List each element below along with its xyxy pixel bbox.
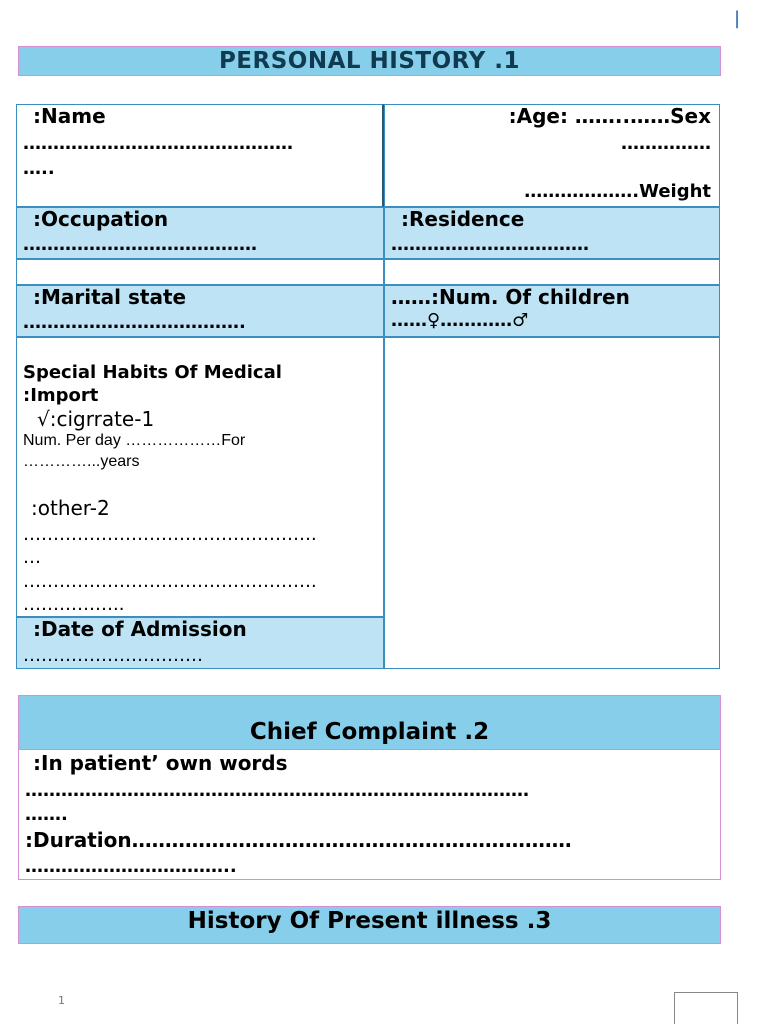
- patient-words-dots-cont: …….: [25, 804, 68, 825]
- section1-header: [18, 46, 721, 76]
- marital-dots: ……………………………….: [23, 312, 246, 333]
- name-cell: [16, 104, 384, 207]
- section3-title: History Of Present illness .3: [187, 908, 552, 934]
- other-habit-dots-2-cont: ……………..: [23, 594, 125, 615]
- duration-line: :Duration…………………………………………………………: [25, 828, 572, 852]
- other-habit-label: :other-2: [31, 496, 110, 520]
- patient-words-label: :In patient’ own words: [33, 751, 288, 775]
- name-dots: ………………………………………: [23, 133, 293, 154]
- other-habit-dots-2: ………………………………………….: [23, 571, 317, 592]
- children-label: ……:Num. Of children: [391, 285, 630, 309]
- residence-label: :Residence: [401, 207, 525, 231]
- footer-corner-box: [674, 992, 738, 1024]
- occupation-dots: …………………………………: [23, 234, 257, 255]
- children-cell: [384, 285, 720, 337]
- spacer-cell-left: [16, 259, 384, 285]
- admission-dots: …………………………: [23, 645, 203, 666]
- marital-cell: [16, 285, 384, 337]
- admission-cell: [16, 617, 384, 669]
- other-habit-dots-cont: …: [23, 547, 41, 568]
- section2-title: Chief Complaint .2: [249, 719, 490, 745]
- cigarette-years: …………...years: [23, 453, 140, 470]
- residence-dots: ……………………………: [391, 234, 589, 255]
- weight-line: ……………….Weight: [524, 181, 711, 202]
- marital-label: :Marital state: [33, 285, 187, 309]
- name-dots-cont: …..: [23, 158, 55, 179]
- age-sex-weight-cell: [384, 104, 720, 207]
- section3-header: [18, 906, 721, 944]
- habits-title: Special Habits Of Medical: [23, 362, 282, 383]
- spacer-cell-right: [384, 259, 720, 285]
- occupation-cell: [16, 207, 384, 259]
- text-cursor-mark: |: [734, 8, 741, 29]
- children-count-line: ……♀…………♂: [391, 310, 529, 331]
- habits-title-cont: :Import: [23, 385, 99, 406]
- cigarette-label: √:cigrrate-1: [37, 407, 155, 431]
- sex-dots: ……………: [621, 133, 711, 154]
- patient-words-dots: …………………………………………………………………………: [25, 780, 529, 801]
- page-number: 1: [58, 994, 65, 1007]
- section1-title: PERSONAL HISTORY .1: [218, 48, 521, 74]
- section2-header: [18, 695, 721, 750]
- other-habit-dots: ………………………………………….: [23, 524, 317, 545]
- name-label: :Name: [33, 104, 106, 128]
- chief-complaint-box: [18, 750, 721, 880]
- duration-dots: ……………………………..: [25, 856, 237, 877]
- cigarette-detail: Num. Per day ………………For: [23, 432, 246, 449]
- admission-label: :Date of Admission: [33, 617, 247, 641]
- age-sex-line: :Age: ……..……Sex: [508, 104, 711, 128]
- habits-right-empty-cell: [384, 337, 720, 669]
- habits-cell: [16, 337, 384, 617]
- residence-cell: [384, 207, 720, 259]
- occupation-label: :Occupation: [33, 207, 169, 231]
